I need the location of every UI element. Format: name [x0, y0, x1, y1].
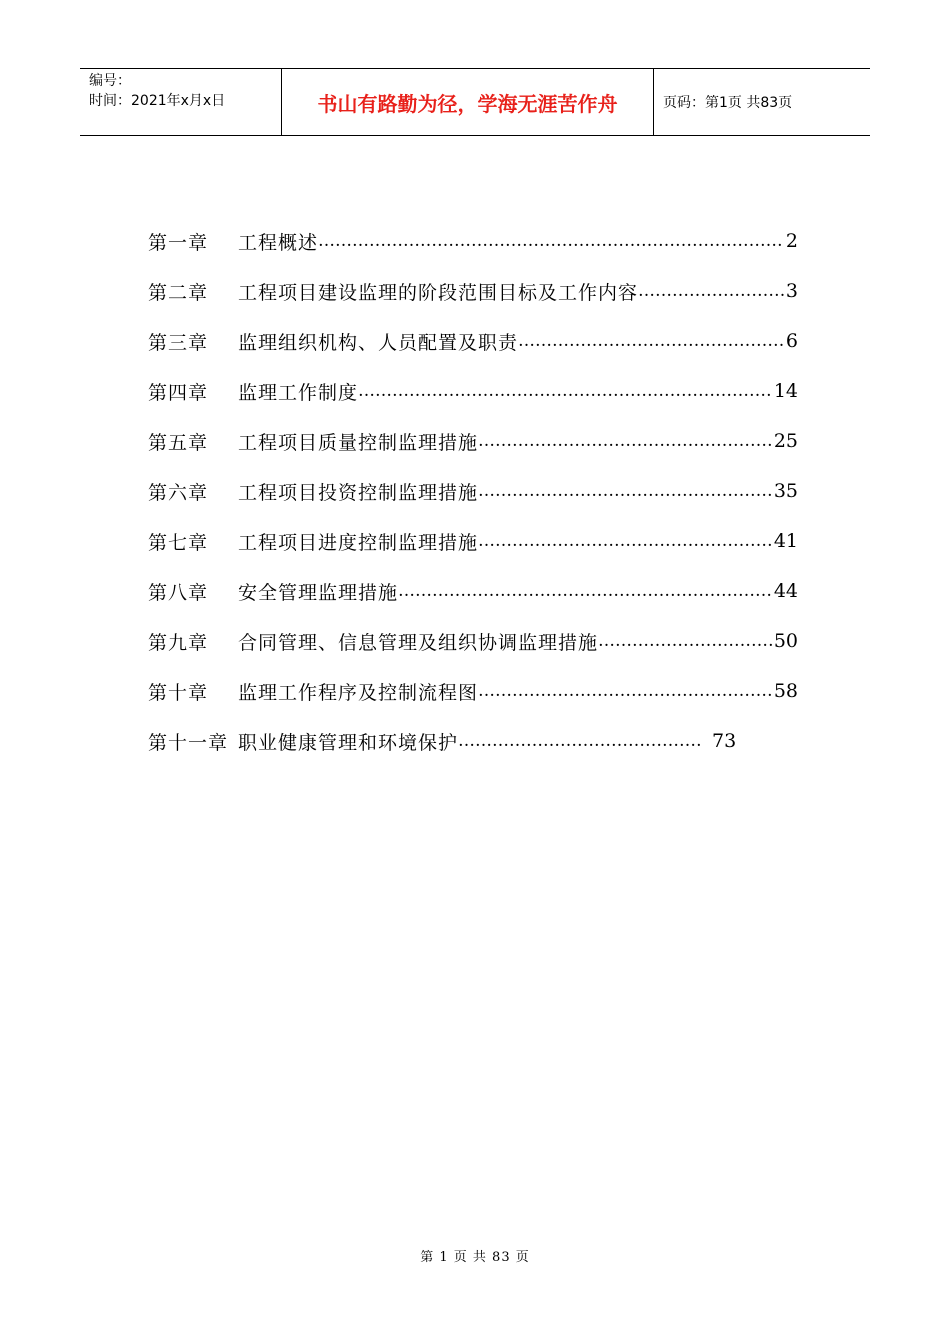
toc-page-number: 3 [785, 280, 798, 302]
toc-chapter-title: 工程概述 [238, 231, 319, 254]
toc-entry[interactable] [148, 566, 798, 616]
toc-chapter-number: 第七章 [148, 531, 209, 554]
serial-number-label: 编号： [89, 73, 131, 89]
header-page-info: 页码：第1页 共83页 [663, 95, 793, 111]
toc-entry[interactable] [148, 466, 798, 516]
toc-dot-leader [518, 331, 784, 351]
toc-page-number: 44 [773, 580, 798, 602]
header-meta-cell [80, 69, 281, 135]
toc-chapter-number: 第六章 [148, 481, 209, 504]
toc-entry[interactable] [148, 716, 798, 766]
toc-entry[interactable] [148, 316, 798, 366]
toc-chapter-number: 第九章 [148, 631, 209, 654]
table-of-contents [148, 216, 798, 766]
toc-chapter-title: 监理组织机构、人员配置及职责 [238, 331, 519, 354]
toc-page-number: 25 [773, 430, 798, 452]
toc-chapter-number: 第十一章 [148, 731, 229, 754]
toc-chapter-number: 第二章 [148, 281, 209, 304]
toc-page-number: 41 [773, 530, 798, 552]
toc-page-number: 58 [773, 680, 798, 702]
toc-chapter-title: 工程项目进度控制监理措施 [238, 531, 479, 554]
toc-chapter-title: 监理工作程序及控制流程图 [238, 681, 479, 704]
toc-dot-leader [398, 581, 772, 601]
toc-entry[interactable] [148, 266, 798, 316]
toc-page-number: 2 [785, 230, 798, 252]
toc-dot-leader [478, 431, 772, 451]
toc-dot-leader [458, 731, 700, 751]
toc-chapter-title: 工程项目投资控制监理措施 [238, 481, 479, 504]
toc-page-number: 50 [773, 630, 798, 652]
toc-chapter-number: 第十章 [148, 681, 209, 704]
toc-entry[interactable] [148, 416, 798, 466]
toc-chapter-number: 第一章 [148, 231, 209, 254]
date-label: 时间：2021年x月x日 [89, 93, 226, 109]
toc-dot-leader [478, 531, 772, 551]
toc-chapter-number: 第四章 [148, 381, 209, 404]
toc-chapter-number: 第三章 [148, 331, 209, 354]
toc-dot-leader [478, 681, 772, 701]
toc-entry[interactable] [148, 516, 798, 566]
toc-page-number: 6 [785, 330, 798, 352]
toc-chapter-number: 第五章 [148, 431, 209, 454]
toc-dot-leader [358, 381, 772, 401]
toc-chapter-title: 安全管理监理措施 [238, 581, 399, 604]
toc-chapter-title: 工程项目质量控制监理措施 [238, 431, 479, 454]
toc-page-number: 35 [773, 480, 798, 502]
toc-entry[interactable] [148, 216, 798, 266]
toc-chapter-title: 工程项目建设监理的阶段范围目标及工作内容 [238, 281, 639, 304]
toc-page-number: 73 [712, 730, 737, 752]
toc-chapter-title: 合同管理、信息管理及组织协调监理措施 [238, 631, 599, 654]
toc-chapter-number: 第八章 [148, 581, 209, 604]
toc-chapter-title: 职业健康管理和环境保护 [238, 731, 459, 754]
toc-chapter-title: 监理工作制度 [238, 381, 359, 404]
toc-dot-leader [318, 231, 784, 251]
toc-entry[interactable] [148, 616, 798, 666]
document-header [80, 68, 870, 136]
header-motto: 书山有路勤为径，学海无涯苦作舟 [281, 69, 654, 135]
toc-dot-leader [638, 281, 784, 301]
toc-dot-leader [598, 631, 772, 651]
toc-entry[interactable] [148, 366, 798, 416]
toc-page-number: 14 [773, 380, 798, 402]
toc-dot-leader [478, 481, 772, 501]
toc-entry[interactable] [148, 666, 798, 716]
page-footer: 第 1 页 共 83 页 [420, 1250, 530, 1265]
